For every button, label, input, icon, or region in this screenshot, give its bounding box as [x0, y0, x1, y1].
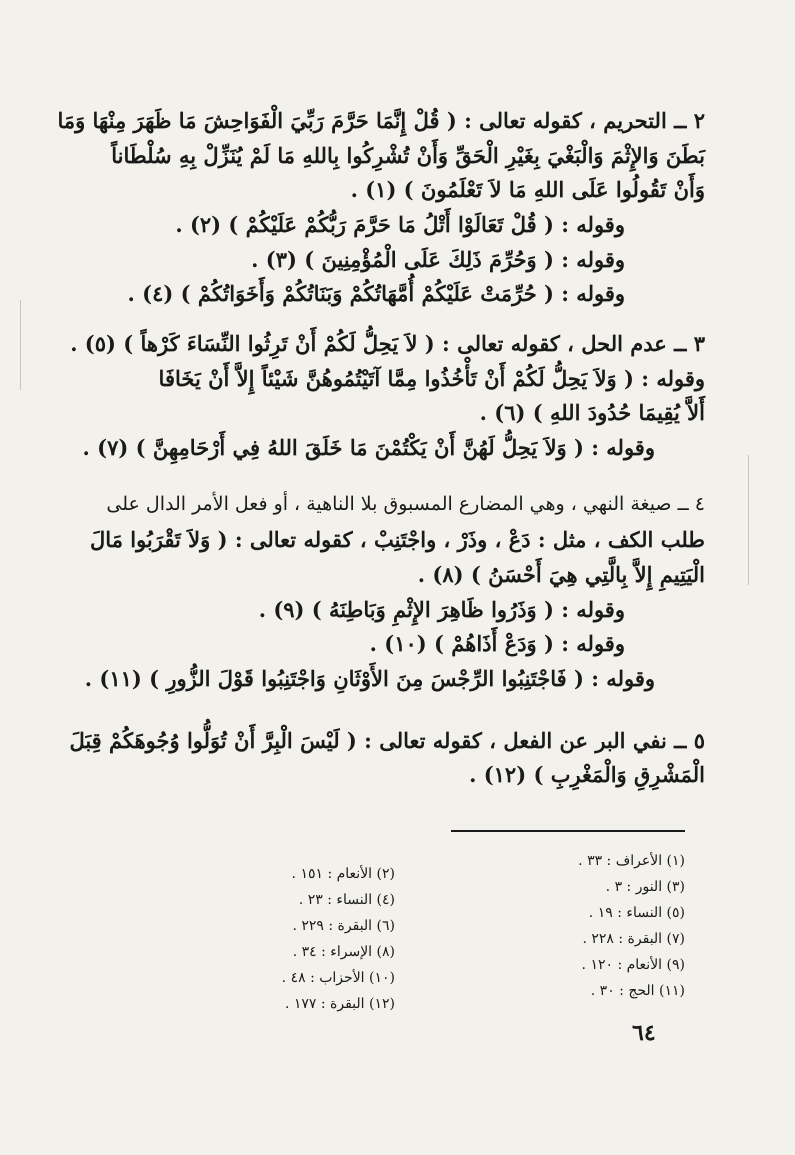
footnote: (٥) النساء : ١٩ .	[588, 905, 685, 921]
section-line: وقوله : ( وَلاَ يَحِلُّ لَهُنَّ أَنْ يَكْتُمْنَ مَا خَلَقَ اللهُ فِي أَرْحَامِهِنَّ ) (٧) .	[82, 435, 655, 460]
footnote: (١١) الحج : ٣٠ .	[590, 983, 685, 999]
footnote: (٦) البقرة : ٢٢٩ .	[292, 918, 395, 934]
section-line: وقوله : ( فَاجْتَنِبُوا الرِّجْسَ مِنَ الأَوْثَانِ وَاجْتَنِبُوا قَوْلَ الزُّورِ ) (١١) .	[84, 666, 655, 691]
section-line: وقوله : ( وَلاَ يَحِلُّ لَكُمْ أَنْ تَأْخُذُوا مِمَّا آتَيْتُمُوهُنَّ شَيْئاً إِلاَّ أَنْ يَخَافَا	[158, 366, 705, 391]
footnote: (١) الأعراف : ٣٣ .	[578, 853, 685, 869]
section-line: أَلاَّ يُقِيمَا حُدُودَ اللهِ ) (٦) .	[479, 400, 705, 425]
section-line: وقوله : ( وَحُرِّمَ ذَلِكَ عَلَى الْمُؤْمِنِينَ ) (٣) .	[251, 247, 625, 272]
section-line: ٥ ــ نفي البر عن الفعل ، كقوله تعالى : ( لَيْسَ الْبِرَّ أَنْ تُوَلُّوا وُجُوهَكُمْ قِبَلَ	[69, 728, 705, 753]
footnote: (٧) البقرة : ٢٢٨ .	[582, 931, 685, 947]
section-line: ٢ ــ التحريم ، كقوله تعالى : ( قُلْ إِنَّمَا حَرَّمَ رَبِّيَ الْفَوَاحِشَ مَا ظَهَرَ مِنْهَا وَمَا	[57, 108, 705, 133]
scan-artifact	[748, 455, 749, 585]
section-line: طلب الكف ، مثل : دَعْ ، وذَرْ ، واجْتَنِبْ ، كقوله تعالى : ( وَلاَ تَقْرَبُوا مَالَ	[90, 527, 705, 552]
section-line: الْيَتِيمِ إِلاَّ بِالَّتِي هِيَ أَحْسَنُ ) (٨) .	[417, 562, 705, 587]
footnote: (٩) الأنعام : ١٢٠ .	[581, 957, 685, 973]
footnote: (٨) الإسراء : ٣٤ .	[292, 944, 395, 960]
footnote: (١٢) البقرة : ١٧٧ .	[284, 996, 395, 1012]
footnote: (٣) النور : ٣ .	[605, 879, 685, 895]
section-line: وقوله : ( حُرِّمَتْ عَلَيْكُمْ أُمَّهَاتُكُمْ وَبَنَاتُكُمْ وَأَخَوَاتُكُمْ ) (٤) .	[127, 281, 625, 306]
footnote: (٤) النساء : ٢٣ .	[298, 892, 395, 908]
footnote-divider	[451, 830, 685, 832]
section-line: وقوله : ( قُلْ تَعَالَوْا أَتْلُ مَا حَرَّمَ رَبُّكُمْ عَلَيْكُمْ ) (٢) .	[175, 212, 625, 237]
footnote: (٢) الأنعام : ١٥١ .	[291, 866, 395, 882]
section-line: بَطَنَ وَالإِثْمَ وَالْبَغْيَ بِغَيْرِ الْحَقِّ وَأَنْ تُشْرِكُوا بِاللهِ مَا لَمْ يُنَزِّلْ بِهِ سُلْطَاناً	[111, 143, 705, 168]
section-line: ٣ ــ عدم الحل ، كقوله تعالى : ( لاَ يَحِلُّ لَكُمْ أَنْ تَرِثُوا النِّسَاءَ كَرْهاً ) (٥) .	[70, 331, 705, 356]
footnote: (١٠) الأحزاب : ٤٨ .	[281, 970, 395, 986]
section-line: وَأَنْ تَقُولُوا عَلَى اللهِ مَا لاَ تَعْلَمُونَ ) (١) .	[350, 177, 705, 202]
page-number: ٦٤	[632, 1020, 656, 1046]
section-line: الْمَشْرِقِ وَالْمَغْرِبِ ) (١٢) .	[469, 762, 705, 787]
section-line: وقوله : ( وَذَرُوا ظَاهِرَ الإِثْمِ وَبَاطِنَهُ ) (٩) .	[258, 597, 625, 622]
section-line: ٤ ــ صيغة النهي ، وهي المضارع المسبوق بلا الناهية ، أو فعل الأمر الدال على	[106, 493, 705, 515]
scan-artifact	[20, 300, 21, 390]
section-line: وقوله : ( وَدَعْ أَذَاهُمْ ) (١٠) .	[369, 631, 625, 656]
